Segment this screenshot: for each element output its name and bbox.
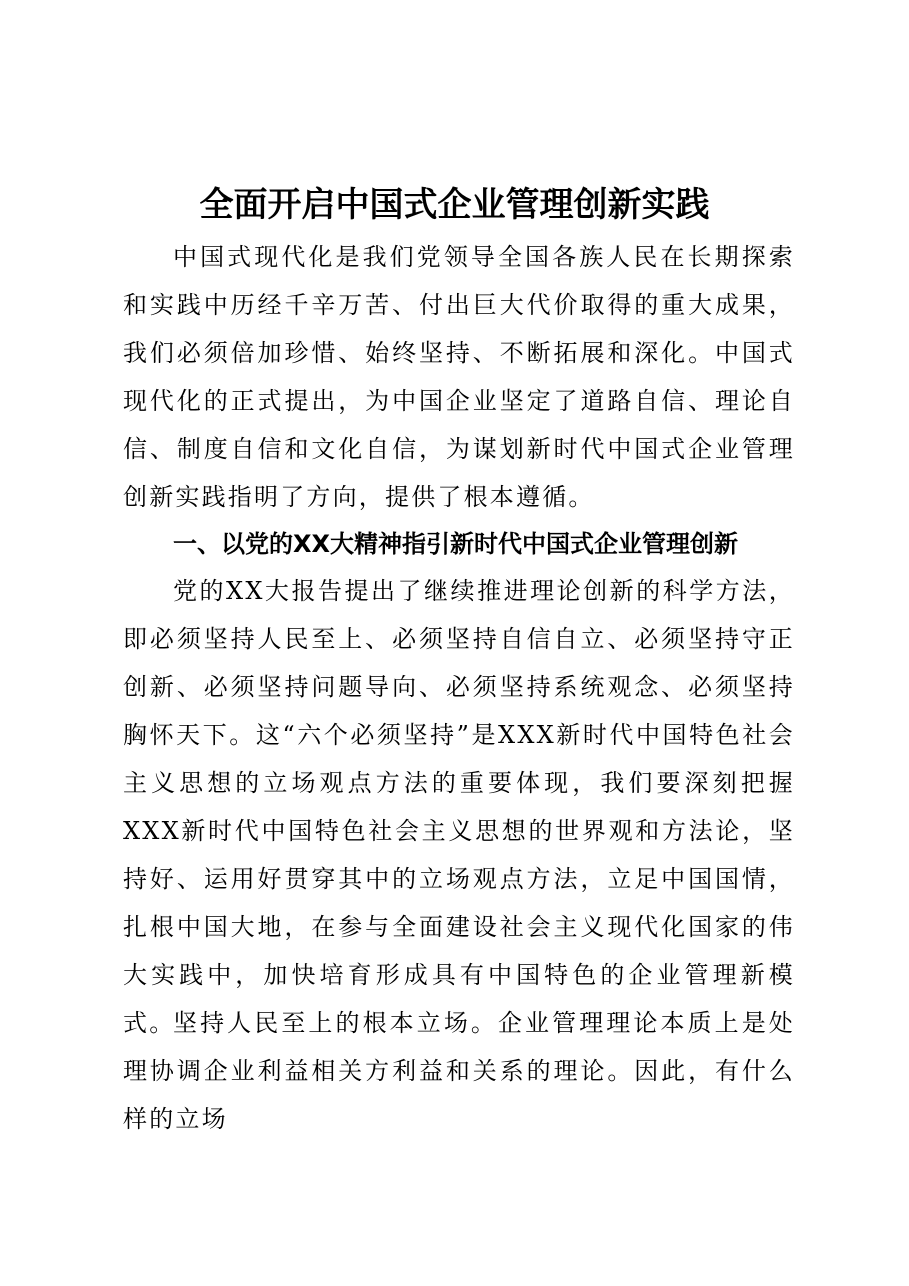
paragraph-methods: 党的XX大报告提出了继续推进理论创新的科学方法，即必须坚持人民至上、必须坚持自信自立、必须坚持守正创新、必须坚持问题导向、必须坚持系统观念、必须坚持胸怀天下。这“六个必须坚持”是XXX新时代中国特色社会主义思想的立场观点方法的重要体现，我们要深刻把握XXX新时代中国特色社会主义思想的世界观和方法论，坚持好、运用好贯穿其中的立场观点方法，立足中国国情，扎根中国大地，在参与全面建设社会主义现代化国家的伟大实践中，加快培育形成具有中国特色的企业管理新模式。 [123, 577, 795, 1037]
document-title: 全面开启中国式企业管理创新实践 [199, 184, 710, 225]
section-heading: 一、以党的XX大精神指引新时代中国式企业管理创新 [173, 530, 739, 558]
paragraph-people-first: 坚持人民至上的根本立场。企业管理理论本质上是处理协调企业利益相关方利益和关系的理论。因此，有什么样的立场 [123, 1009, 795, 1133]
paragraph-intro: 中国式现代化是我们党领导全国各族人民在长期探索和实践中历经千辛万苦、付出巨大代价取得的重大成果，我们必须倍加珍惜、始终坚持、不断拓展和深化。中国式现代化的正式提出，为中国企业坚定了道路自信、理论自信、制度自信和文化自信，为谋划新时代中国式企业管理创新实践指明了方向，提供了根本遵循。 [123, 243, 795, 511]
